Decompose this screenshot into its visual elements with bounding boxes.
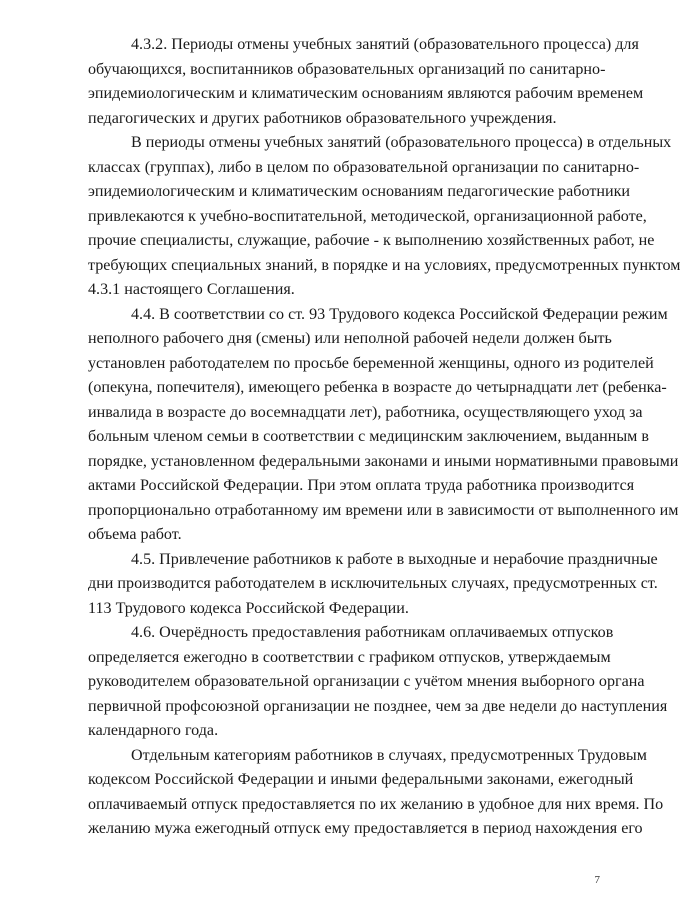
text-line: кодексом Российской Федерации и иными федеральными законами, ежегодный [88, 771, 634, 788]
text-line: требующих специальных знаний, в порядке и на условиях, предусмотренных пунктом [88, 256, 680, 274]
text-line: классах (группах), либо в целом по образовательной организации по санитарно- [88, 158, 640, 176]
paragraph-vacation-categories [88, 744, 664, 842]
text-line: больным членом семьи в соответствии с медицинским заключением, выданным в [88, 428, 649, 445]
text-line: 4.4. В соответствии со ст. 93 Трудового кодекса Российской Федерации режим [131, 305, 668, 323]
text-line: эпидемиологическим и климатическим основаниям являются рабочим временем [88, 85, 644, 102]
text-line: обучающихся, воспитанников образовательных организаций по санитарно- [88, 60, 606, 78]
text-line: установлен работодателем по просьбе беременной женщины, одного из родителей [88, 354, 654, 372]
text-line: определяется ежегодно в соответствии с графиком отпусков, утверждаемым [88, 648, 611, 666]
text-line: 4.3.1 настоящего Соглашения. [88, 281, 295, 298]
text-line: пропорционально отработанному им времени или в зависимости от выполненного им [88, 501, 679, 519]
text-line: неполного рабочего дня (смены) или неполной рабочей недели должен быть [88, 330, 612, 347]
paragraph-4-5 [88, 548, 658, 622]
paragraph-4-3-2 [88, 33, 644, 131]
text-line: оплачиваемый отпуск предоставляется по их желанию в удобное для них время. По [88, 795, 664, 813]
text-line: инвалида в возрасте до восемнадцати лет), работника, осуществляющего уход за [88, 403, 643, 421]
text-line: актами Российской Федерации. При этом оплата труда работника производится [88, 477, 635, 494]
text-line: 113 Трудового кодекса Российской Федерации. [88, 599, 409, 617]
text-line: 4.6. Очерёдность предоставления работникам оплачиваемых отпусков [131, 624, 614, 641]
text-line: 4.5. Привлечение работников к работе в выходные и нерабочие праздничные [131, 550, 658, 568]
document-body [88, 33, 680, 842]
text-line: привлекаются к учебно-воспитательной, методической, организационной работе, [88, 207, 647, 225]
text-line: объема работ. [88, 526, 182, 543]
text-line: эпидемиологическим и климатическим основаниям педагогические работники [88, 183, 631, 200]
text-line: порядке, установленном федеральными законами и иными нормативными правовыми [88, 452, 679, 470]
page-number: 7 [594, 874, 600, 886]
text-line: желанию мужа ежегодный отпуск ему предоставляется в период нахождения его [88, 820, 643, 837]
text-line: 4.3.2. Периоды отмены учебных занятий (образовательного процесса) для [131, 36, 639, 53]
text-line: руководителем образовательной организации с учётом мнения выборного органа [88, 673, 645, 690]
text-line: (опекуна, попечителя), имеющего ребенка в возрасте до четырнадцати лет (ребенка- [88, 379, 667, 396]
text-line: В периоды отмены учебных занятий (образовательного процесса) в отдельных [131, 134, 672, 151]
paragraph-cancellation-periods [88, 131, 680, 303]
text-line: первичной профсоюзной организации не позднее, чем за две недели до наступления [88, 697, 668, 715]
text-line: педагогических и других работников образовательного учреждения. [88, 109, 557, 127]
paragraph-4-4 [88, 303, 679, 548]
paragraph-4-6 [88, 621, 668, 744]
text-line: дни производится работодателем в исключительных случаях, предусмотренных ст. [88, 575, 658, 592]
text-line: Отдельным категориям работников в случаях, предусмотренных Трудовым [131, 746, 647, 764]
text-line: календарного года. [88, 722, 219, 739]
text-line: прочие специалисты, служащие, рабочие - к выполнению хозяйственных работ, не [88, 232, 655, 249]
